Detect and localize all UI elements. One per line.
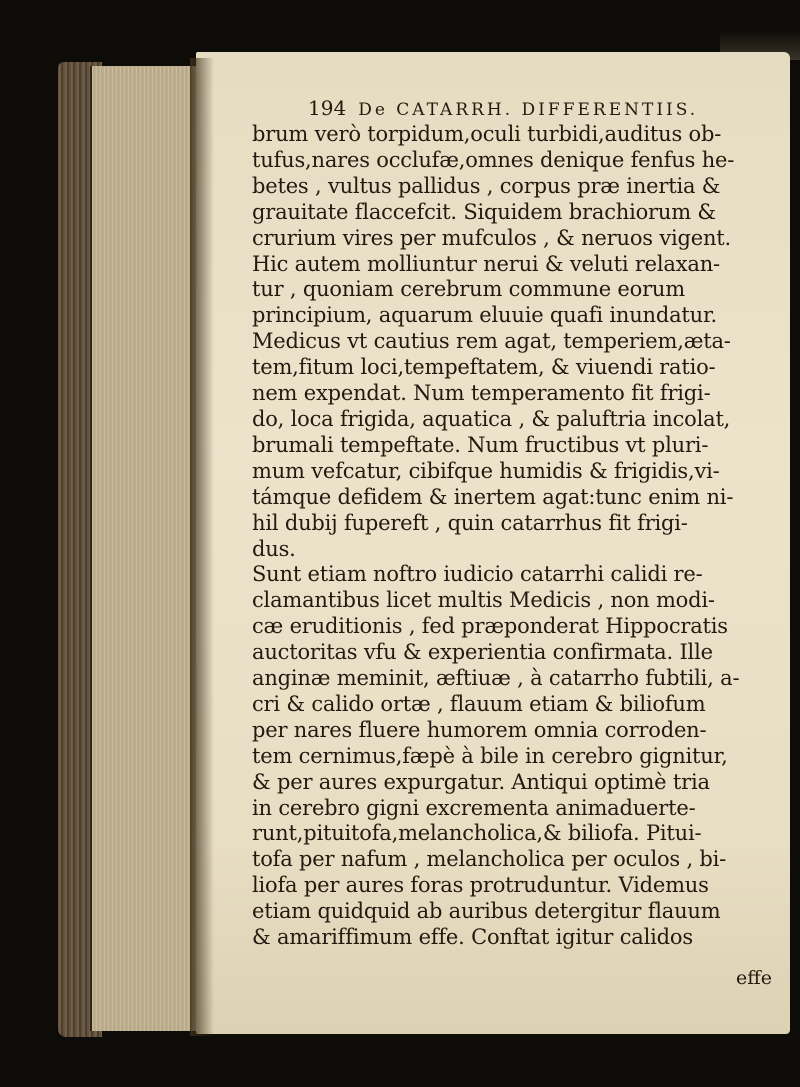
text-line: etiam quidquid ab auribus detergitur flauum: [252, 899, 721, 924]
text-line: Medicus vt cautius rem agat, temperiem,æta-: [252, 329, 731, 354]
text-line: in cerebro gigni excrementa animaduerte-: [252, 795, 696, 820]
text-line: tur , quoniam cerebrum commune eorum: [252, 277, 685, 302]
text-line: anginæ meminit, æftiuæ , à catarrho fubtili, a-: [252, 666, 740, 691]
text-line: crurium vires per mufculos , & neruos vigent.: [252, 225, 732, 250]
text-line: & per aures expurgatur. Antiqui optimè tria: [252, 769, 710, 794]
page-text: [252, 96, 792, 951]
text-line: tem cernimus,fæpè à bile in cerebro gignitur,: [252, 743, 728, 768]
text-line: per nares fluere humorem omnia corroden-: [252, 717, 707, 742]
text-line: cri & calido ortæ , flauum etiam & biliofum: [252, 691, 706, 716]
text-line: betes , vultus pallidus , corpus præ inertia &: [252, 173, 721, 198]
text-line: runt,pituitofa,melancholica,& biliofa. Pitui-: [252, 821, 702, 846]
text-line: mum vefcatur, cibifque humidis & frigidis,vi-: [252, 458, 720, 483]
text-line: principium, aquarum eluuie quafi inundatur.: [252, 303, 717, 328]
text-line: nem expendat. Num temperamento fit frigi-: [252, 381, 711, 406]
page-number: 194: [308, 96, 347, 120]
text-line: tufus,nares occlufæ,omnes denique fenfus he-: [252, 147, 735, 172]
catchword: effe: [736, 967, 772, 989]
text-line: do, loca frigida, aquatica , & paluftria incolat,: [252, 406, 731, 431]
text-line: brum verò torpidum,oculi turbidi,auditus ob-: [252, 122, 722, 146]
page-stack-edges: [90, 66, 204, 1031]
text-line: grauitate flaccefcit. Siquidem brachiorum &: [252, 199, 716, 224]
body-text: [252, 122, 792, 951]
text-line: auctoritas vfu & experientia confirmata. Ille: [252, 640, 713, 665]
text-line: cæ eruditionis , fed præponderat Hippocratis: [252, 614, 728, 639]
text-line: dus.: [252, 536, 296, 561]
page-header: [308, 96, 792, 120]
text-line: & amariffimum effe. Conftat igitur calidos: [252, 925, 693, 950]
running-head: De CATARRH. DIFFERENTIIS.: [358, 100, 699, 120]
text-line: tofa per nafum , melancholica per oculos , bi-: [252, 847, 727, 872]
text-line: clamantibus licet multis Medicis , non modi-: [252, 588, 715, 613]
text-line: liofa per aures foras protruduntur. Videmus: [252, 873, 709, 898]
text-line: hil dubij fupereft , quin catarrhus fit frigi-: [252, 510, 688, 535]
text-line: brumali tempeftate. Num fructibus vt pluri-: [252, 432, 709, 457]
text-line: Sunt etiam noftro iudicio catarrhi calidi re-: [252, 562, 703, 587]
text-line: tem,fitum loci,tempeftatem, & viuendi ratio-: [252, 355, 716, 380]
text-line: Hic autem molliuntur nerui & veluti relaxan-: [252, 251, 720, 276]
text-line: támque defidem & inertem agat:tunc enim ni-: [252, 484, 734, 509]
gutter-shadow: [190, 58, 214, 1036]
